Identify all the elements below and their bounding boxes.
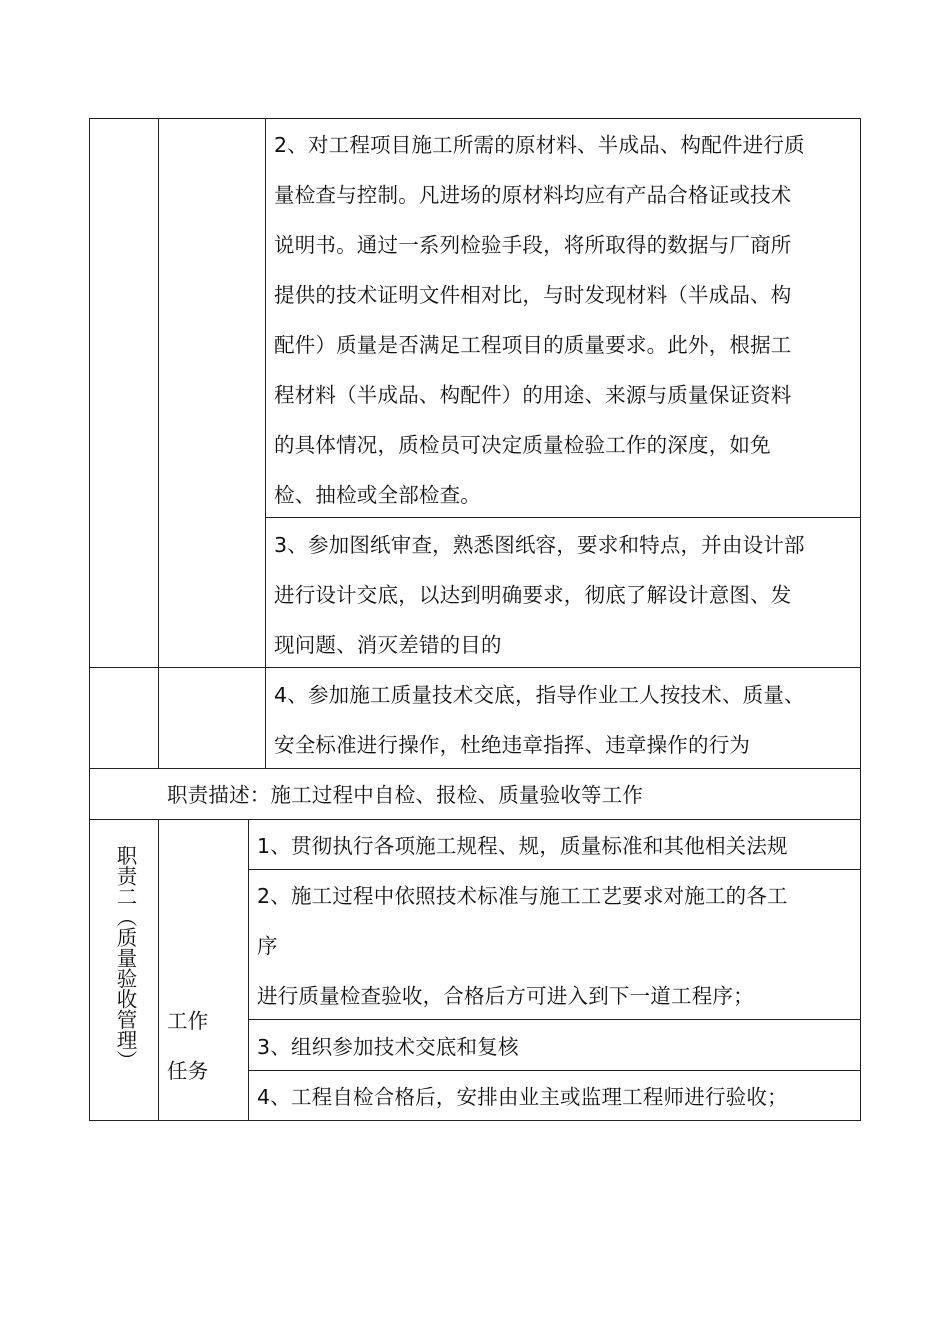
table-right-border bbox=[860, 118, 861, 1121]
item4-line-2: 安全标准进行操作，杜绝违章指挥、违章操作的行为 bbox=[274, 733, 751, 757]
task-3: 3、组织参加技术交底和复核 bbox=[257, 1035, 519, 1059]
task-label-line-1: 工作 bbox=[167, 1009, 209, 1033]
task-label-line-2: 任务 bbox=[167, 1059, 209, 1083]
duty2-vertical-title: 职责二（质量验收管理） bbox=[113, 845, 137, 1071]
duty-description: 职责描述：施工过程中自检、报检、质量验收等工作 bbox=[167, 783, 644, 807]
item2-line-8: 检、抽检或全部检查。 bbox=[274, 483, 481, 507]
item2-line-5: 配件）质量是否满足工程项目的质量要求。此外，根据工 bbox=[274, 333, 792, 357]
task-4: 4、工程自检合格后，安排由业主或监理工程师进行验收； bbox=[257, 1085, 788, 1109]
item3-line-2: 进行设计交底，以达到明确要求，彻底了解设计意图、发 bbox=[274, 583, 792, 607]
column-divider-1-lower bbox=[158, 819, 159, 1121]
item2-line-1: 2、对工程项目施工所需的原材料、半成品、构配件进行质 bbox=[274, 133, 805, 157]
item2-line-2: 量检查与控制。凡进场的原材料均应有产品合格证或技术 bbox=[274, 183, 792, 207]
column-divider-1 bbox=[158, 118, 159, 769]
task-2-line-3: 进行质量检查验收，合格后方可进入到下一道工程序； bbox=[257, 984, 754, 1008]
task-2-line-1: 2、施工过程中依照技术标准与施工工艺要求对施工的各工 bbox=[257, 884, 788, 908]
column-divider-2-lower bbox=[248, 819, 249, 1121]
table-left-border bbox=[89, 118, 90, 1121]
item4-line-1: 4、参加施工质量技术交底，指导作业工人按技术、质量、 bbox=[274, 683, 805, 707]
task-2-line-2: 序 bbox=[257, 934, 278, 958]
column-divider-2-upper bbox=[265, 118, 266, 769]
item2-line-3: 说明书。通过一系列检验手段，将所取得的数据与厂商所 bbox=[274, 233, 792, 257]
table-top-border bbox=[89, 118, 861, 119]
item3-line-1: 3、参加图纸审查，熟悉图纸容，要求和特点，并由设计部 bbox=[274, 533, 805, 557]
item2-line-6: 程材料（半成品、构配件）的用途、来源与质量保证资料 bbox=[274, 383, 792, 407]
item2-line-7: 的具体情况，质检员可决定质量检验工作的深度，如免 bbox=[274, 433, 771, 457]
item2-line-4: 提供的技术证明文件相对比，与时发现材料（半成品、构 bbox=[274, 283, 792, 307]
item3-line-3: 现问题、消灭差错的目的 bbox=[274, 633, 502, 657]
task-1: 1、贯彻执行各项施工规程、规，质量标准和其他相关法规 bbox=[257, 834, 788, 858]
